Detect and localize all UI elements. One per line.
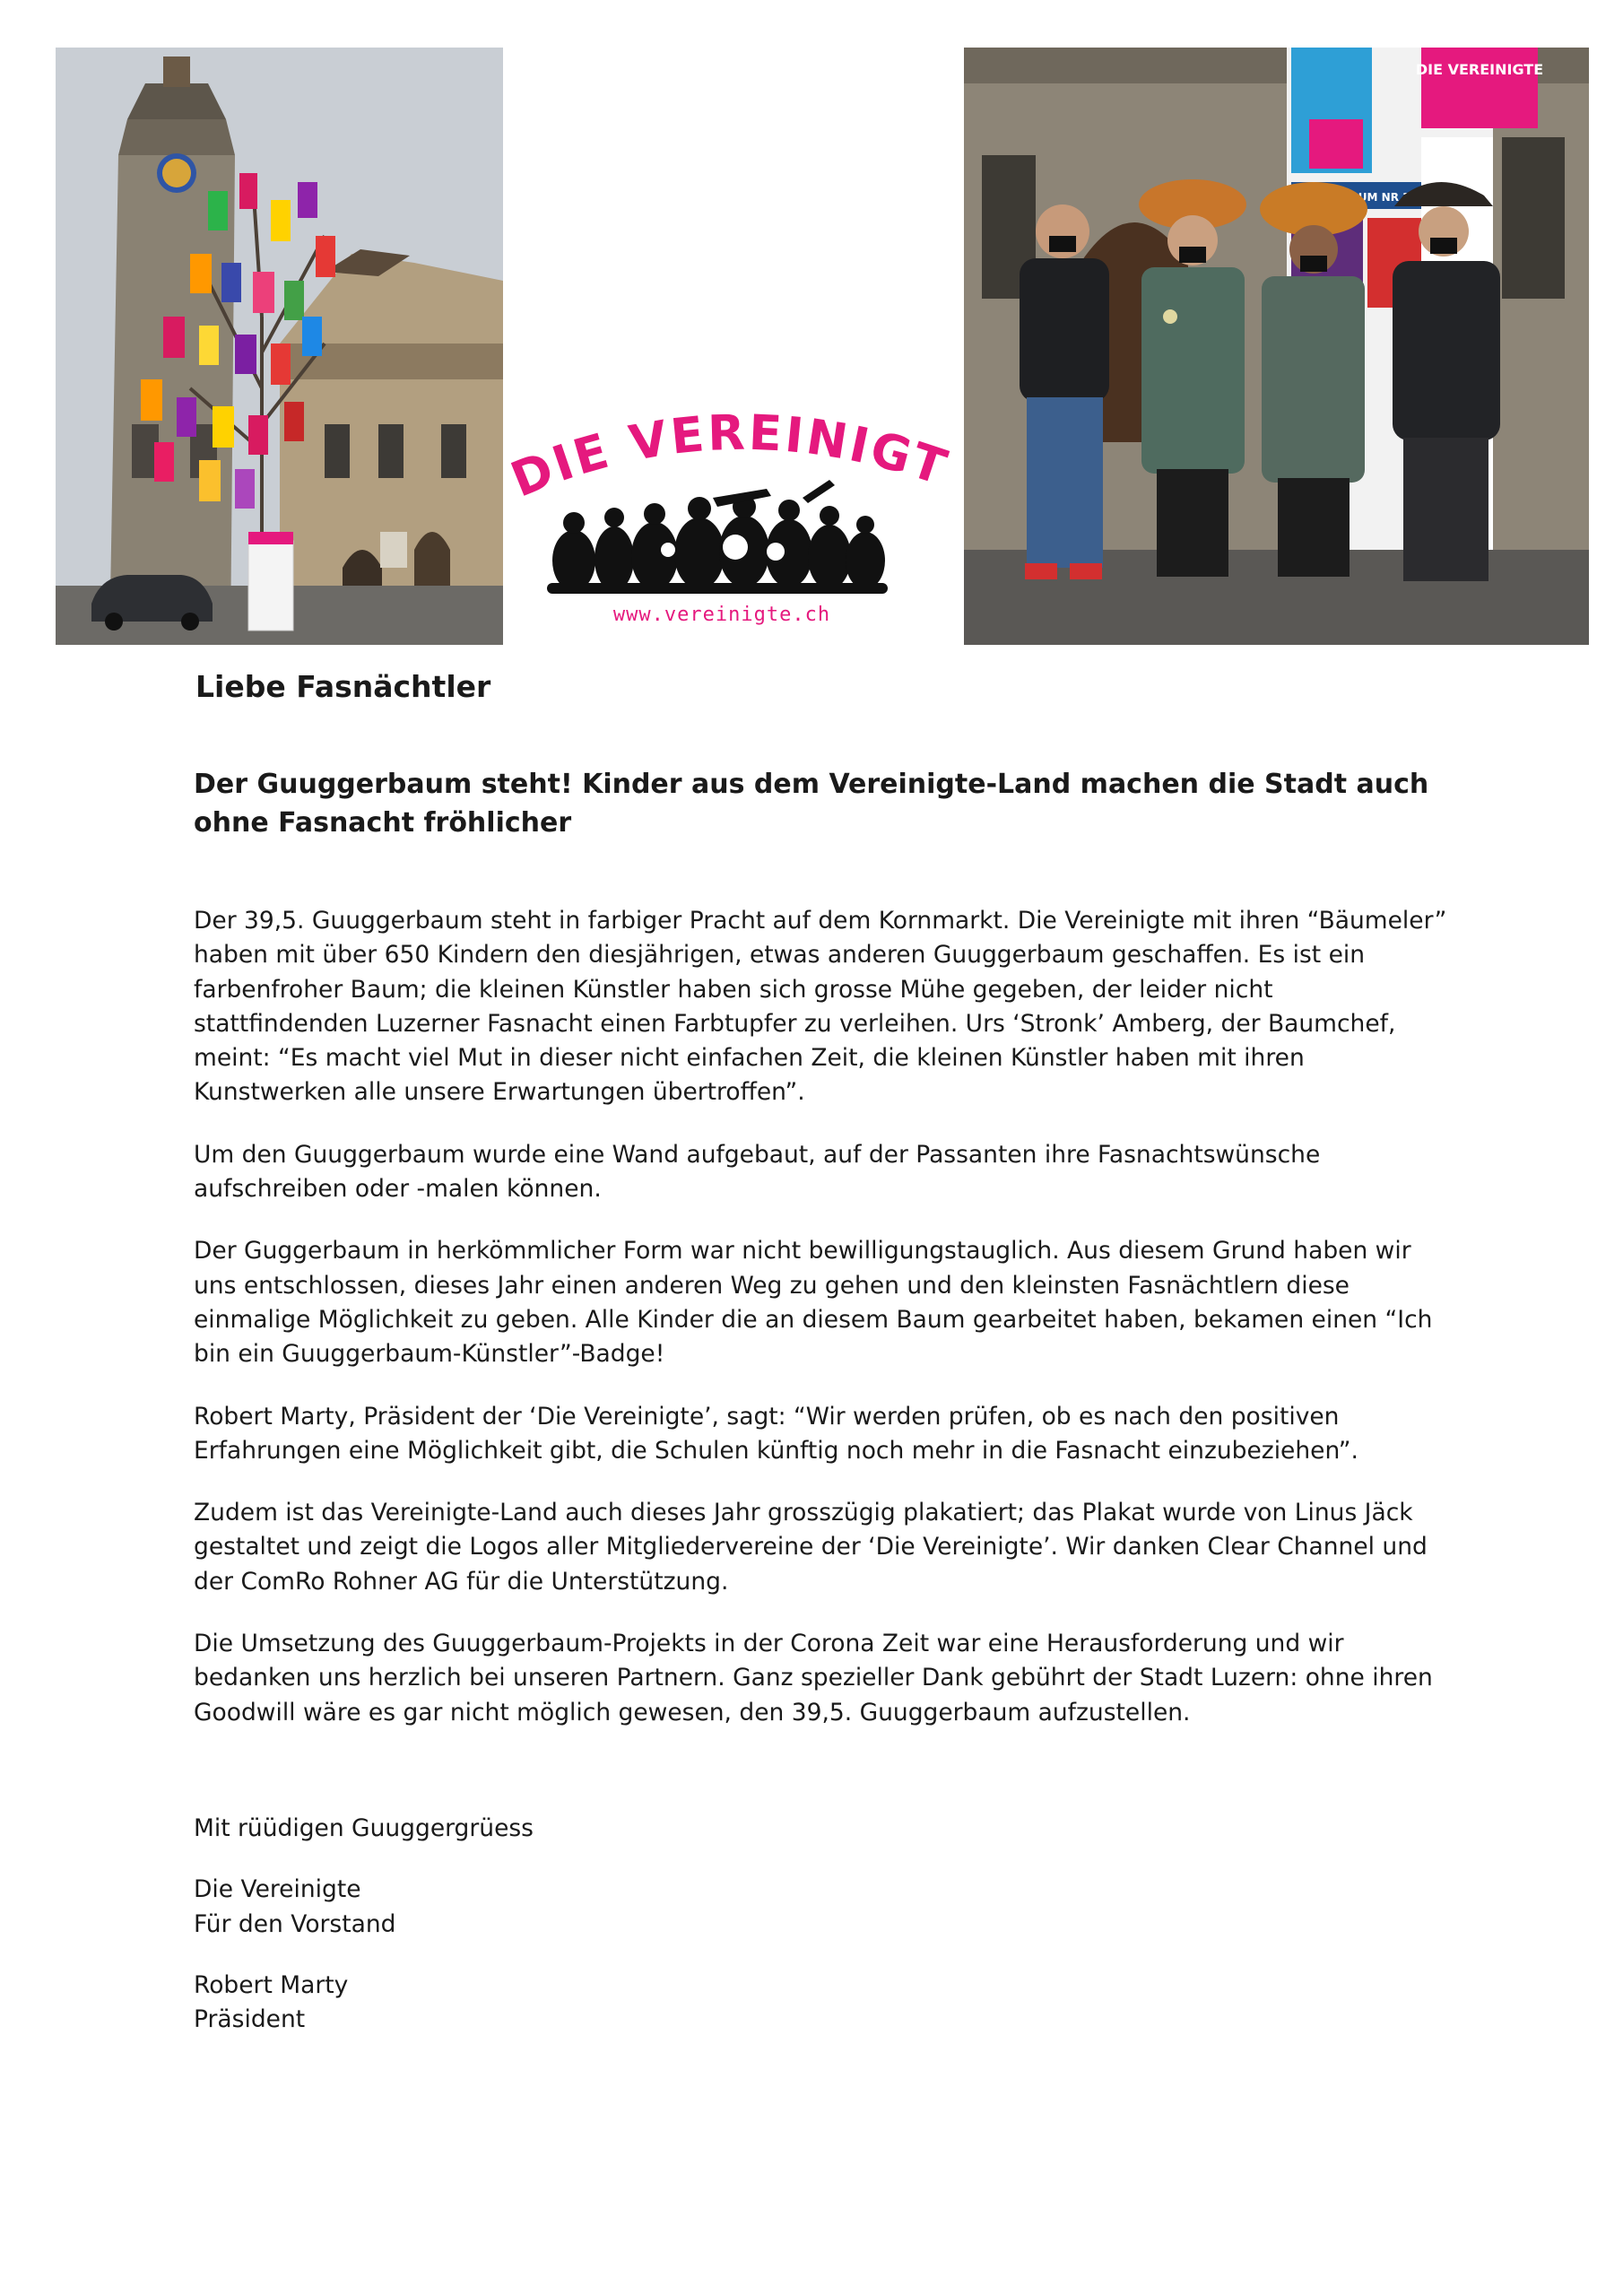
photo-guuggerbaum-tower bbox=[56, 48, 503, 645]
letter-signoff bbox=[194, 1812, 1001, 2064]
body-paragraph: Der 39,5. Guuggerbaum steht in farbiger Pracht auf dem Kornmarkt. Die Vereinigte mit ihren “Bäumeler” haben mit über 650 Kindern den diesjährigen, etwas anderen Guuggerbaum geschaffen. Es ist ein farbenfroher Baum; die kleinen Künstler haben sich grosse Mühe gegeben, der leider nicht stattfindenden Luzerner Fasnacht einen Farbtupfer zu verleihen. Urs ‘Stronk’ Amberg, der Baumchef, meint: “Es macht viel Mut in dieser nicht einfachen Zeit, die kleinen Künstler haben mit ihren Kunstwerken alle unsere Erwartungen übertroffen”. bbox=[194, 907, 1447, 1107]
letter-headline: Der Guuggerbaum steht! Kinder aus dem Vereinigte-Land machen die Stadt auch ohne Fasnacht fröhlicher bbox=[194, 769, 1429, 839]
svg-text:DIE VEREINIGTE bbox=[507, 399, 955, 509]
logo-wordmark-graphic bbox=[507, 399, 955, 605]
guuggerbaum-tower-illustration bbox=[56, 48, 503, 645]
body-paragraph: Robert Marty, Präsident der ‘Die Vereinigte’, sagt: “Wir werden prüfen, ob es nach den positiven Erfahrungen eine Möglichkeit gibt, die Schulen künftig noch mehr in die Fasnacht einzubeziehen”. bbox=[194, 1402, 1358, 1465]
logo-wordmark: DIE VEREINIGT bbox=[507, 404, 955, 509]
body-paragraph: Die Umsetzung des Guuggerbaum-Projekts in der Corona Zeit war eine Herausforderung und wir bedanken uns herzlich bei unseren Partnern. Ganz spezieller Dank gebührt der Stadt Luzern: ohne ihren Goodwill wäre es gar nicht möglich gewesen, den 39,5. Guuggerbaum aufzustellen. bbox=[194, 1630, 1433, 1726]
body-paragraph: Zudem ist das Vereinigte-Land auch dieses Jahr grosszügig plakatiert; das Plakat wurde von Linus Jäck gestaltet und zeigt die Logos aller Mitgliedervereine der ‘Die Vereinigte’. Wir danken Clear Channel und der ComRo Rohner AG für die Unterstützung. bbox=[194, 1499, 1428, 1596]
sender-group: Für den Vorstand bbox=[194, 1909, 396, 1938]
signatory-title: Präsident bbox=[194, 2005, 306, 2034]
die-vereinigte-logo bbox=[507, 399, 955, 641]
poster-label: DIE VEREINIGTE bbox=[1415, 61, 1544, 78]
letter-body bbox=[194, 904, 1449, 1758]
signature-block bbox=[194, 1969, 1001, 2038]
body-paragraph: Der Guggerbaum in herkömmlicher Form war nicht bewilligungstauglich. Aus diesem Grund haben wir uns entschlossen, dieses Jahr einen anderen Weg zu gehen und den kleinsten Fasnächtlern diese einmalige Möglichkeit zu geben. Alle Kinder die an diesem Baum gearbeitet haben, bekamen einen “Ich bin ein Guuggerbaum-Künstler”-Badge! bbox=[194, 1237, 1433, 1369]
sender-block bbox=[194, 1873, 1001, 1942]
photo-group-costumes bbox=[964, 48, 1589, 645]
body-paragraph: Um den Guuggerbaum wurde eine Wand aufgebaut, auf der Passanten ihre Fasnachtswünsche aufschreiben oder -malen können. bbox=[194, 1140, 1321, 1204]
poster-sub: NR bbox=[1381, 191, 1399, 204]
closing-line: Mit rüüdigen Guuggergrüess bbox=[194, 1814, 534, 1842]
logo-url: www.vereinigte.ch bbox=[612, 604, 831, 626]
group-photo-illustration bbox=[964, 48, 1589, 645]
sender-org: Die Vereinigte bbox=[194, 1875, 361, 1904]
letter-greeting: Liebe Fasnächtler bbox=[195, 669, 491, 704]
signatory-name: Robert Marty bbox=[194, 1970, 349, 1999]
